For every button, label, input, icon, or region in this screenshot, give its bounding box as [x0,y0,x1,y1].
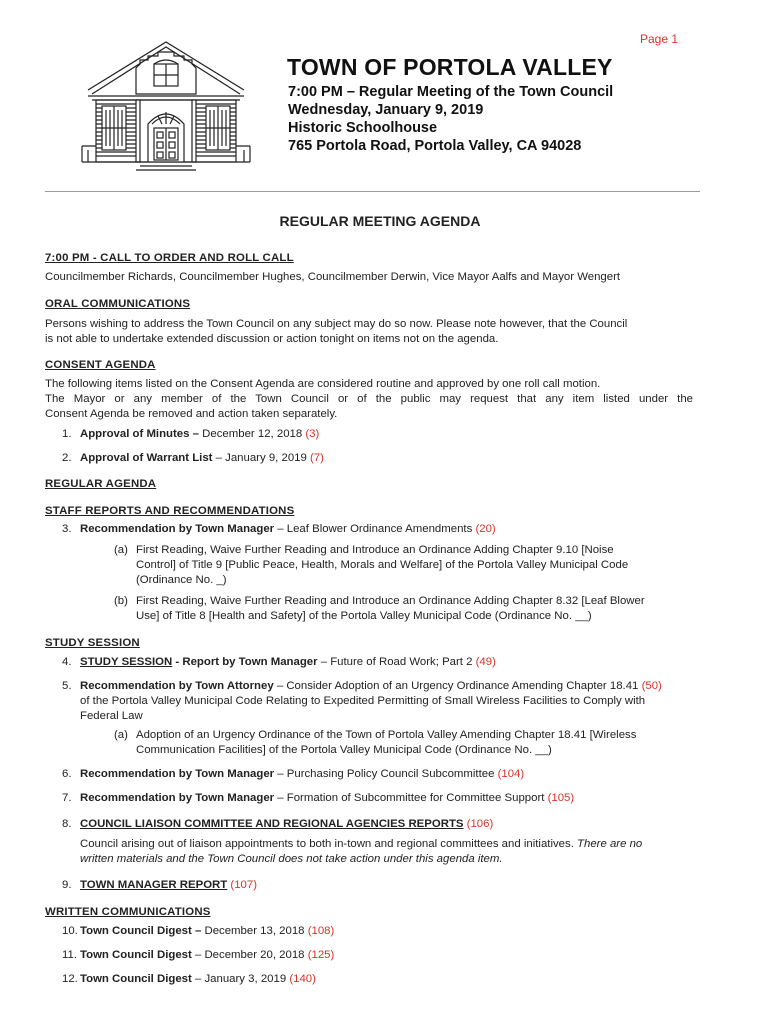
oral-text-line2: is not able to undertake extended discussion or action tonight on items not on the agenda. [45,333,499,345]
oral-text-line1: Persons wishing to address the Town Council on any subject may do so now. Please note however, that the Council [45,318,628,330]
page-ref: (49) [475,656,496,668]
consent-agenda-heading: CONSENT AGENDA [45,359,156,371]
study-session-heading: STUDY SESSION [45,637,140,649]
regular-agenda-heading: REGULAR AGENDA [45,478,157,490]
page-ref: (104) [497,768,525,780]
page-ref: (7) [310,452,324,464]
page-ref: (140) [289,973,316,985]
page-ref: (107) [227,879,257,891]
call-to-order-heading: 7:00 PM - CALL TO ORDER AND ROLL CALL [45,252,294,264]
schoolhouse-logo [78,38,254,174]
list-item: 6. Recommendation by Town Manager – Purchasing Policy Council Subcommittee (104) [62,768,525,780]
meeting-address: 765 Portola Road, Portola Valley, CA 94028 [288,138,582,154]
consent-text-line3: Consent Agenda be removed and action taken separately. [45,408,338,420]
town-title: TOWN OF PORTOLA VALLEY [287,54,613,80]
list-item: 7. Recommendation by Town Manager – Formation of Subcommittee for Committee Support (105) [62,792,575,804]
staff-reports-heading: STAFF REPORTS AND RECOMMENDATIONS [45,505,295,517]
list-item: 9. TOWN MANAGER REPORT (107) [62,879,257,891]
list-item: 1. Approval of Minutes – December 12, 2018 (3) [62,428,320,440]
meeting-date: Wednesday, January 9, 2019 [288,102,484,118]
consent-text-line1: The following items listed on the Consent Agenda are considered routine and approved by one roll call motion. [45,378,601,390]
header-divider [45,191,700,192]
list-item: 12. Town Council Digest – January 3, 2019 (140) [62,973,316,985]
list-item: 8. COUNCIL LIAISON COMMITTEE AND REGIONAL AGENCIES REPORTS (106) Council arising out of liaison appointments to both in-town and regional committees and initiatives. There are no written materials and the Town Council does not take action under this agenda item. [62,818,643,865]
page-ref: (50) [641,680,662,692]
page-ref: (106) [463,818,494,830]
page-ref: (125) [307,949,335,961]
written-communications-heading: WRITTEN COMMUNICATIONS [45,906,211,918]
list-item: 2. Approval of Warrant List – January 9, 2019 (7) [62,452,324,464]
page-ref: (108) [307,925,335,937]
list-item: 11. Town Council Digest – December 20, 2018 (125) [62,949,335,961]
list-item: 5. Recommendation by Town Attorney – Consider Adoption of an Urgency Ordinance Amending Chapter 18.41 (50) of the Portola Valley Municipal Code Relating to Expedited Permitting of Small Wireless Facilities to Comply with Federal Law [62,680,662,722]
sub-item: (a) Adoption of an Urgency Ordinance of the Town of Portola Valley Amending Chapter 18.41 [Wireless Communication Facilities] of the Portola Valley Municipal Code (Ordinance No. __) [114,729,637,756]
list-item: 3. Recommendation by Town Manager – Leaf Blower Ordinance Amendments (20) [62,523,496,535]
oral-communications-heading: ORAL COMMUNICATIONS [45,298,191,310]
sub-item: (b) First Reading, Waive Further Reading and Introduce an Ordinance Adding Chapter 8.32 [Leaf Blower Use] of Title 8 [Health and Safety] of the Portola Valley Municipal Code (Ordinance No. __) [114,595,645,622]
roll-call-text: Councilmember Richards, Councilmember Hughes, Councilmember Derwin, Vice Mayor Aalfs and Mayor Wengert [45,271,621,283]
list-item: 4. STUDY SESSION - Report by Town Manager – Future of Road Work; Part 2 (49) [62,656,496,668]
page-ref: (3) [305,428,320,440]
sub-item: (a) First Reading, Waive Further Reading and Introduce an Ordinance Adding Chapter 9.10 [Noise Control] of Title 9 [Public Peace, Health, Morals and Welfare] of the Portola Valley Municipal Code (Ordinance No. _) [114,544,629,586]
page-number: Page 1 [640,32,679,46]
agenda-title: REGULAR MEETING AGENDA [279,213,481,229]
meeting-time: 7:00 PM – Regular Meeting of the Town Council [288,84,614,100]
page-ref: (105) [547,792,575,804]
meeting-venue: Historic Schoolhouse [288,120,438,136]
page-ref: (20) [475,523,496,535]
list-item: 10. Town Council Digest – December 13, 2018 (108) [62,925,335,937]
consent-text-line2: The Mayor or any member of the Town Council or of the public may request that any item listed under the [45,393,693,405]
